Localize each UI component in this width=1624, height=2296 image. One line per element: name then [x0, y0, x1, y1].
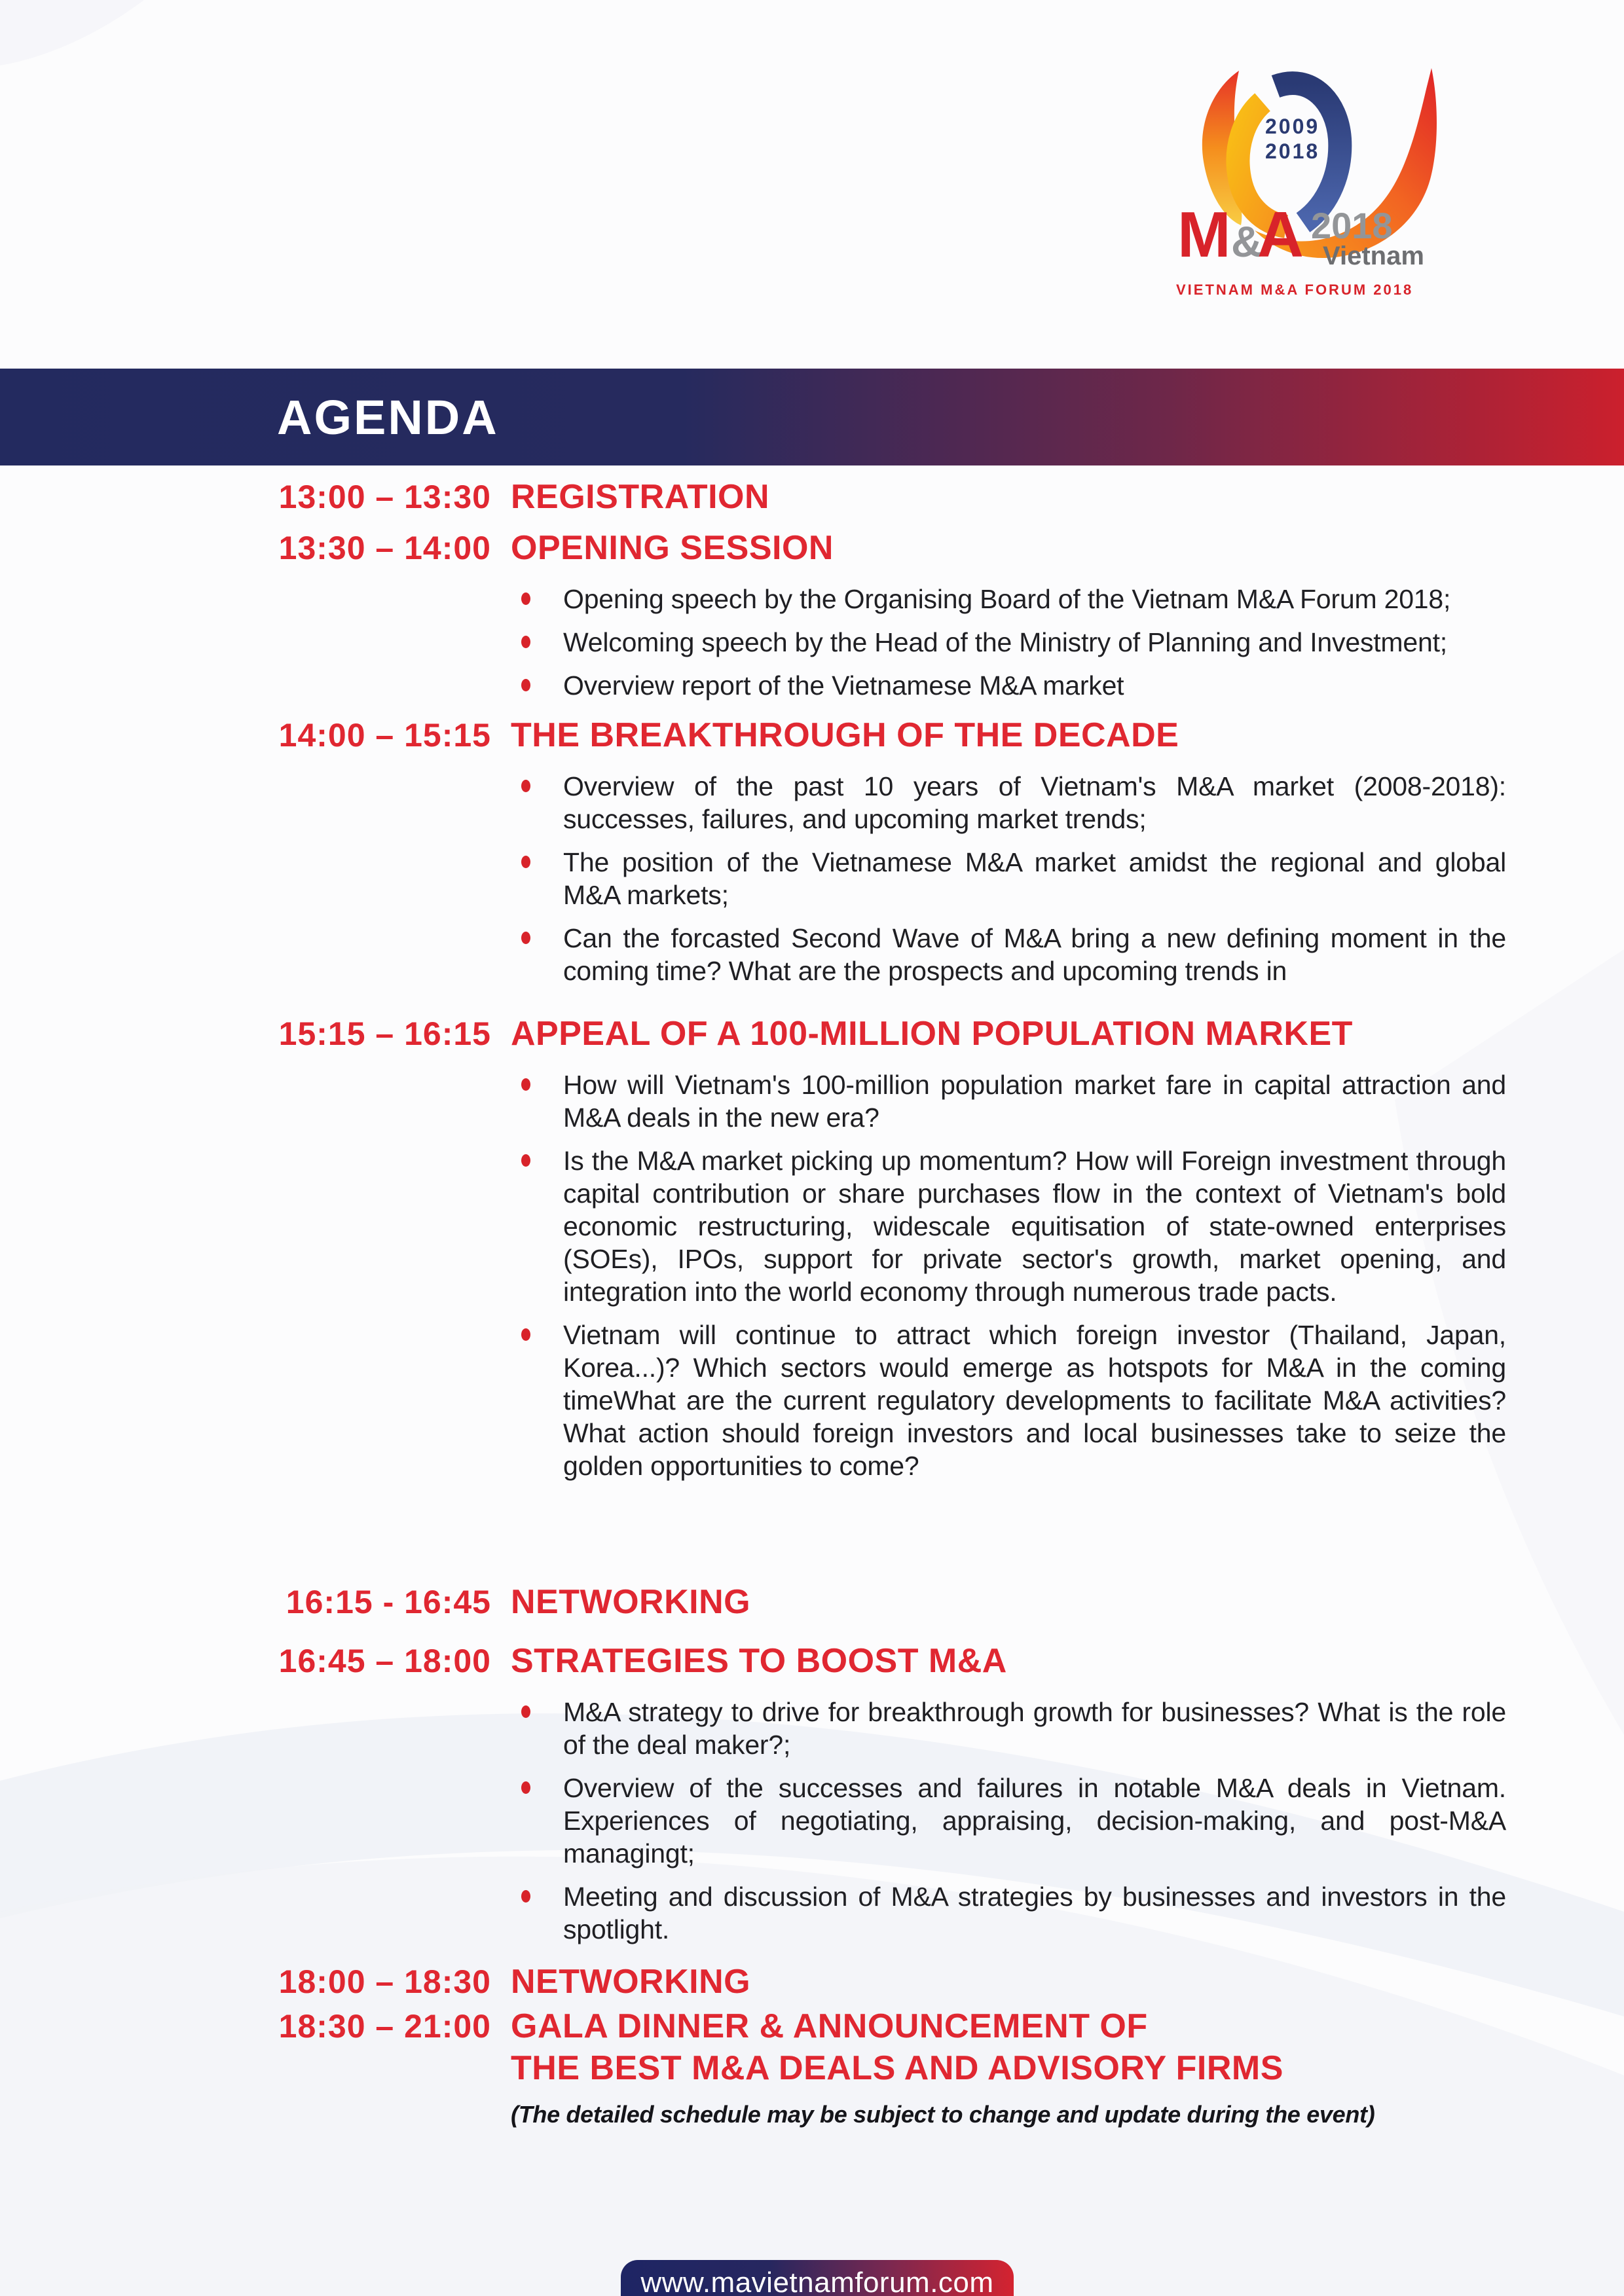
- bullet-text: The position of the Vietnamese M&A market amidst the regional and global M&A markets;: [563, 847, 1506, 910]
- session-time: 16:15 - 16:45: [286, 1584, 491, 1620]
- session-title: THE BREAKTHROUGH OF THE DECADE: [511, 716, 1179, 754]
- session-body: [511, 1013, 1506, 1482]
- session-title: OPENING SESSION: [511, 529, 834, 567]
- agenda-bullet: [511, 626, 1506, 659]
- bullet-dot-icon: [521, 1781, 530, 1794]
- bullet-text: Welcoming speech by the Head of the Ministry of Planning and Investment;: [563, 627, 1447, 657]
- bullet-text: Is the M&A market picking up momentum? How will Foreign investment through capital contribution or share purchases flow in the context of Vietnam's bold economic restructuring, widescale equitisation of state-owned enterprises (SOEs), IPOs, support for private sector's growth, market opening, and integration into the world economy through numerous trade pacts.: [563, 1146, 1506, 1307]
- logo-2018: 2018: [1311, 205, 1393, 246]
- session-body: [511, 1961, 1506, 2002]
- session-title: STRATEGIES TO BOOST M&A: [511, 1642, 1007, 1680]
- logo-ampersand: &: [1231, 217, 1263, 266]
- agenda-bullet: [511, 1068, 1506, 1134]
- agenda-header-bar: [0, 369, 1624, 465]
- footer-url[interactable]: www.mavietnamforum.com: [640, 2267, 994, 2296]
- session-time: 15:15 – 16:15: [278, 1015, 491, 1052]
- session-body: [511, 1582, 1506, 1622]
- bullet-dot-icon: [521, 1154, 530, 1167]
- logo-m: M: [1177, 198, 1231, 270]
- bullet-dot-icon: [521, 636, 530, 648]
- session-bullets: [511, 583, 1506, 702]
- bullet-dot-icon: [521, 679, 530, 691]
- bullet-dot-icon: [521, 1705, 530, 1718]
- agenda-row: [259, 1961, 1511, 2002]
- session-time: 16:45 – 18:00: [278, 1643, 491, 1679]
- bullet-dot-icon: [521, 1078, 530, 1091]
- bullet-text: Can the forcasted Second Wave of M&A bring a new defining moment in the coming time? What are the prospects and upcoming trends in: [563, 923, 1506, 986]
- logo-year-2009: 2009: [1265, 115, 1320, 138]
- bullet-dot-icon: [521, 780, 530, 792]
- bullet-text: Overview of the successes and failures in notable M&A deals in Vietnam. Experiences of negotiating, appraising, decision-making, and post-M&A managingt;: [563, 1773, 1506, 1868]
- agenda-bullet: [511, 922, 1506, 987]
- session-title: APPEAL OF A 100-MILLION POPULATION MARKET: [511, 1015, 1353, 1053]
- bullet-dot-icon: [521, 592, 530, 605]
- agenda-bullet: [511, 770, 1506, 835]
- vietnam-ma-forum-logo: [1166, 60, 1441, 304]
- bullet-dot-icon: [521, 932, 530, 944]
- agenda-row: [259, 1013, 1511, 1482]
- agenda-row: [259, 477, 1511, 517]
- session-body: [511, 1641, 1506, 1946]
- session-title: NETWORKING: [511, 1583, 751, 1621]
- logo-a: A: [1257, 198, 1304, 270]
- agenda-bullet: [511, 1696, 1506, 1761]
- session-title: REGISTRATION: [511, 478, 770, 516]
- bullet-text: Overview report of the Vietnamese M&A market: [563, 670, 1124, 701]
- schedule-disclaimer-note: (The detailed schedule may be subject to change and update during the event): [511, 2101, 1375, 2128]
- bullet-dot-icon: [521, 1890, 530, 1903]
- session-body: [511, 715, 1506, 987]
- logo-tagline: VIETNAM M&A FORUM 2018: [1176, 282, 1414, 298]
- session-title: GALA DINNER & ANNOUNCEMENT OF: [511, 2007, 1148, 2045]
- session-bullets: [511, 1696, 1506, 1946]
- bullet-text: Overview of the past 10 years of Vietnam's M&A market (2008-2018): successes, failures, and upcoming market trends;: [563, 771, 1506, 834]
- bullet-text: Opening speech by the Organising Board of the Vietnam M&A Forum 2018;: [563, 584, 1451, 614]
- agenda-row: [259, 2006, 1511, 2090]
- bullet-text: How will Vietnam's 100-million population market fare in capital attraction and M&A deals in the new era?: [563, 1070, 1506, 1133]
- agenda-bullet: [511, 669, 1506, 702]
- agenda-bullet: [511, 583, 1506, 615]
- logo-vietnam: Vietnam: [1323, 242, 1424, 270]
- agenda-bullet: [511, 1319, 1506, 1482]
- session-time: 13:30 – 14:00: [278, 530, 491, 566]
- logo-year-2018: 2018: [1265, 139, 1320, 163]
- bullet-dot-icon: [521, 856, 530, 868]
- bullet-text: Meeting and discussion of M&A strategies by businesses and investors in the spotlight.: [563, 1882, 1506, 1944]
- agenda-row: [259, 1582, 1511, 1622]
- session-bullets: [511, 770, 1506, 987]
- bullet-text: M&A strategy to drive for breakthrough growth for businesses? What is the role of the deal maker?;: [563, 1697, 1506, 1760]
- agenda-row: [259, 528, 1511, 702]
- session-body: [511, 477, 1506, 517]
- agenda-row: [259, 715, 1511, 987]
- bullet-dot-icon: [521, 1328, 530, 1341]
- agenda-row: [259, 1641, 1511, 1946]
- session-time: 14:00 – 15:15: [278, 717, 491, 754]
- page-title: AGENDA: [277, 390, 499, 445]
- session-time: 18:30 – 21:00: [278, 2008, 491, 2045]
- agenda-rows: [259, 477, 1511, 2129]
- agenda-bullet: [511, 1772, 1506, 1870]
- session-title: NETWORKING: [511, 1963, 751, 2001]
- agenda-bullet: [511, 1880, 1506, 1946]
- session-body: [511, 528, 1506, 702]
- bullet-text: Vietnam will continue to attract which foreign investor (Thailand, Japan, Korea...)? Which sectors would emerge as hotspots for M&A in the coming timeWhat are the current regulatory developments to facilitate M&A activities? What action should foreign investors and local businesses take to seize the golden opportunities to come?: [563, 1320, 1506, 1481]
- agenda-bullet: [511, 846, 1506, 911]
- session-body: [511, 2006, 1506, 2090]
- session-time: 18:00 – 18:30: [278, 1963, 491, 2000]
- session-time: 13:00 – 13:30: [278, 479, 491, 515]
- footer-url-pill: [621, 2260, 1014, 2296]
- session-bullets: [511, 1068, 1506, 1482]
- session-title-line2: THE BEST M&A DEALS AND ADVISORY FIRMS: [511, 2049, 1283, 2087]
- agenda-bullet: [511, 1144, 1506, 1308]
